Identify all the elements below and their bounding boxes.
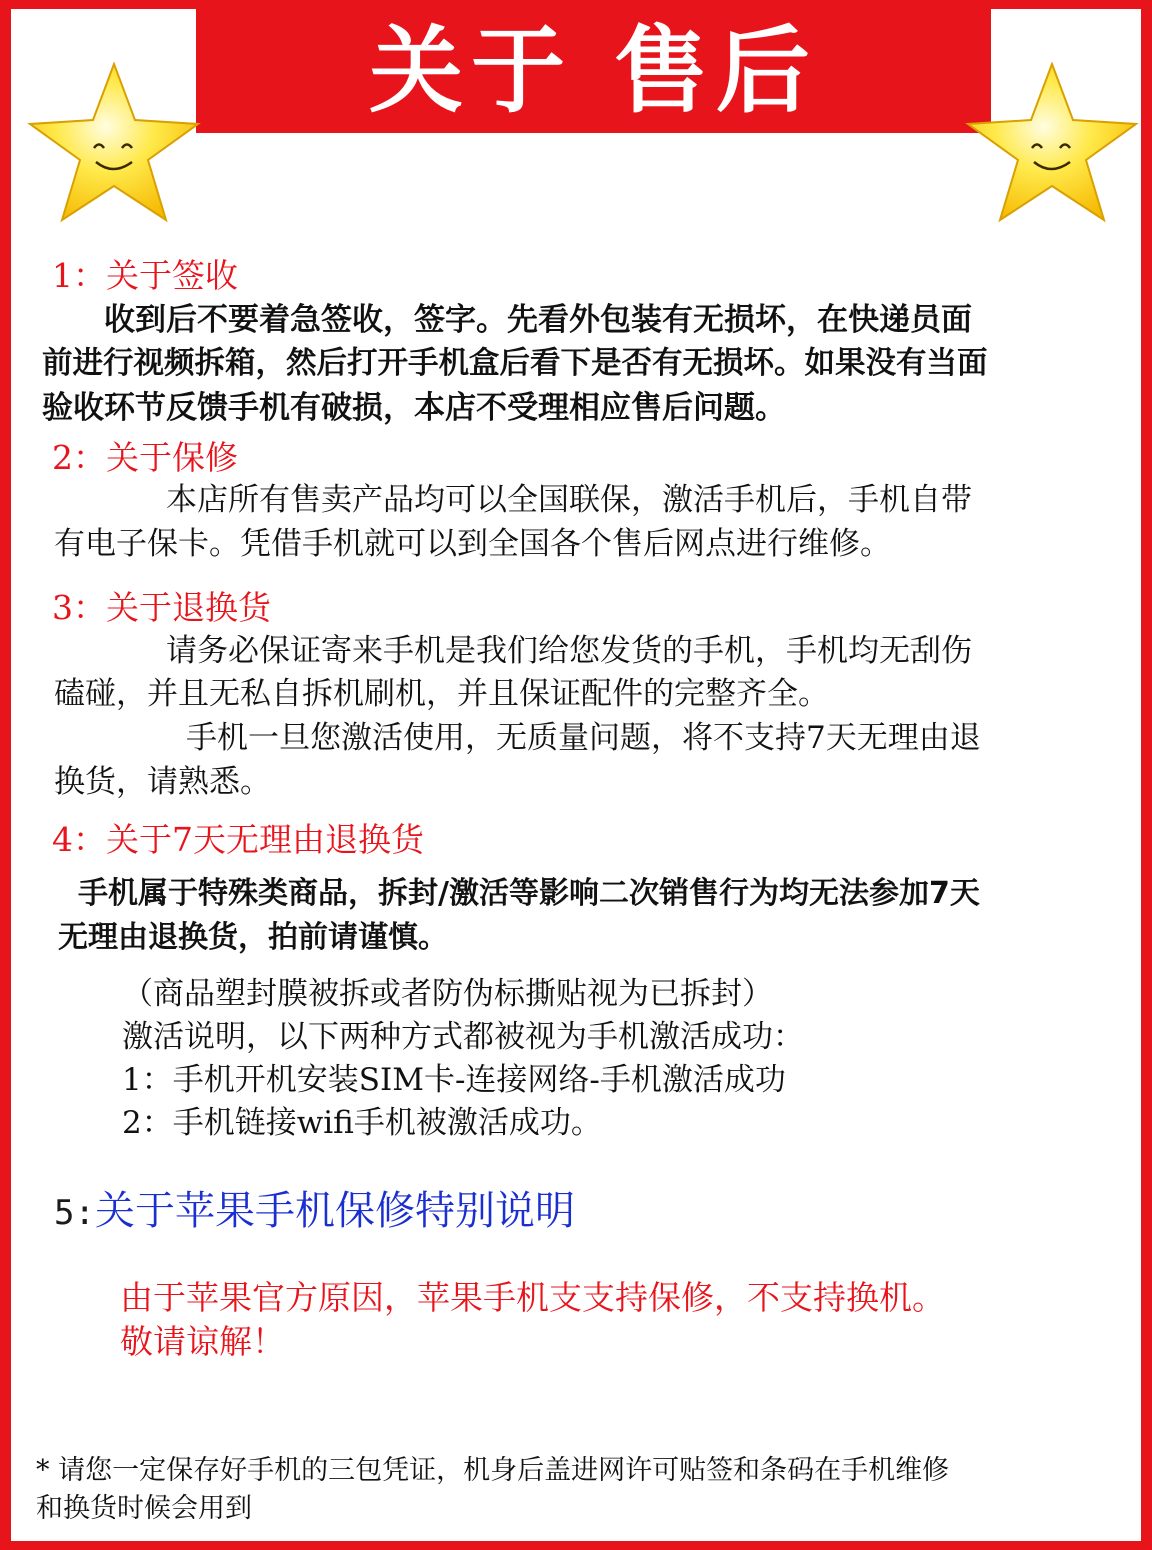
section-text-line: 2：手机链接wifi手机被激活成功。 xyxy=(122,1105,602,1141)
section-heading xyxy=(54,1186,575,1238)
section-text-line: 无理由退换货，拍前请谨慎。 xyxy=(58,920,448,955)
section-heading-text: 关于苹果手机保修特别说明 xyxy=(94,1188,575,1234)
section-text-line: 有电子保卡。凭借手机就可以到全国各个售后网点进行维修。 xyxy=(54,526,891,562)
section-text-line: 手机属于特殊类商品，拆封/激活等影响二次销售行为均无法参加7天 xyxy=(78,876,980,911)
section-heading: 2：关于保修 xyxy=(52,438,238,477)
section-heading: 4：关于7天无理由退换货 xyxy=(52,820,424,859)
section-text-line: 换货，请熟悉。 xyxy=(54,764,271,800)
section-text-line: 由于苹果官方原因，苹果手机支支持保修，不支持换机。 xyxy=(120,1278,945,1317)
smiling-star-icon xyxy=(964,62,1140,224)
title-banner xyxy=(196,9,991,133)
footnote-line: 和换货时候会用到 xyxy=(36,1493,252,1524)
section-text-line: 1：手机开机安装SIM卡-连接网络-手机激活成功 xyxy=(122,1062,786,1098)
section-number: 5: xyxy=(54,1193,95,1233)
section-text-line: 手机一旦您激活使用，无质量问题，将不支持7天无理由退 xyxy=(186,720,981,756)
section-text-line: 磕碰，并且无私自拆机刷机，并且保证配件的完整齐全。 xyxy=(54,676,829,712)
section-heading: 3：关于退换货 xyxy=(52,588,271,627)
page-title: 关于 售后 xyxy=(369,17,818,126)
section-text-line: 敬请谅解！ xyxy=(120,1322,285,1361)
section-text-line: 请务必保证寄来手机是我们给您发货的手机，手机均无刮伤 xyxy=(166,633,972,669)
section-heading: 1：关于签收 xyxy=(52,256,238,295)
smiling-star-icon xyxy=(26,62,202,224)
section-text-line: 验收环节反馈手机有破损，本店不受理相应售后问题。 xyxy=(42,390,786,426)
section-text-line: 收到后不要着急签收，签字。先看外包装有无损坏，在快递员面 xyxy=(104,302,972,338)
section-text-line: （商品塑封膜被拆或者防伪标撕贴视为已拆封） xyxy=(122,976,773,1012)
footnote-line: * 请您一定保存好手机的三包凭证，机身后盖进网许可贴签和条码在手机维修 xyxy=(36,1455,950,1486)
section-text-line: 前进行视频拆箱，然后打开手机盒后看下是否有无损坏。如果没有当面 xyxy=(42,346,988,381)
section-text-line: 本店所有售卖产品均可以全国联保，激活手机后，手机自带 xyxy=(166,482,972,518)
section-text-line: 激活说明，以下两种方式都被视为手机激活成功： xyxy=(122,1019,804,1055)
